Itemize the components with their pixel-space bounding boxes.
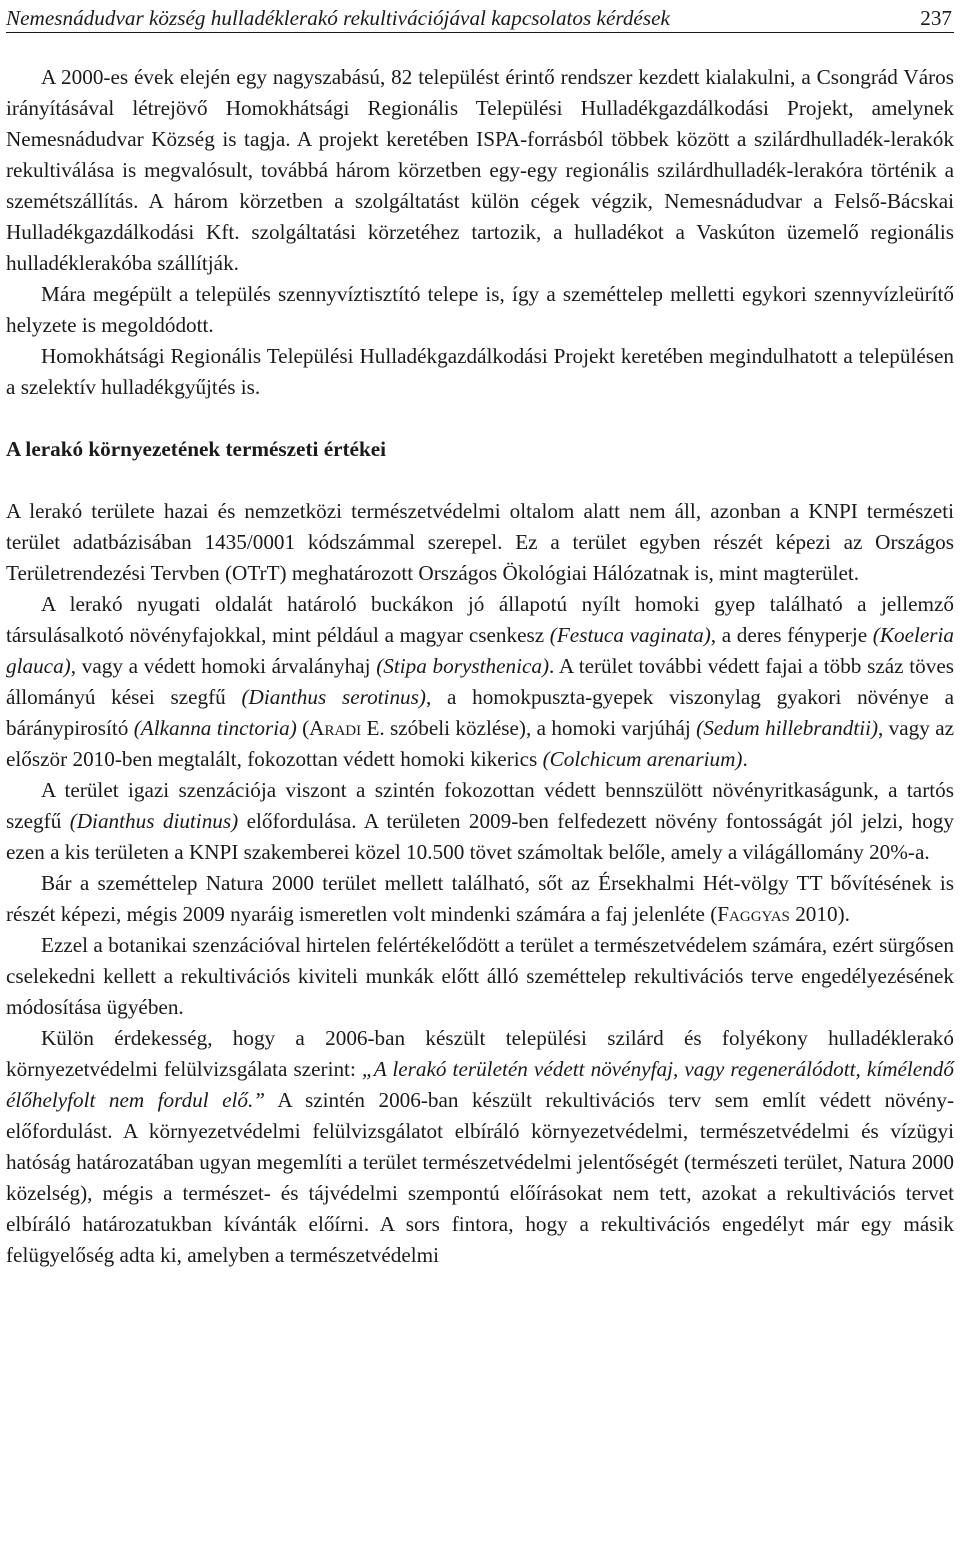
- paragraph: Homokhátsági Regionális Települési Hulladékgazdálkodási Projekt keretében megindulhatott a településen a szelektív hulladékgyűjtés is.: [6, 344, 954, 399]
- text-run: Külön érdekesség, hogy a 2006-ban készült települési szilárd és folyékony hulladéklerakó környezetvédelmi felülvizsgálata szerint:: [6, 1026, 954, 1081]
- paragraph: A lerakó területe hazai és nemzetközi természetvédelmi oltalom alatt nem áll, azonban a KNPI természeti terület adatbázisában 1435/0001 kódszámmal szerepel. Ez a terület egyben részét képezi az Országos Területrendezési Tervben (OTrT) meghatározott Országos Ökológiai Hálózatnak is, mint magterület.: [6, 499, 954, 585]
- text-run: (: [296, 716, 310, 740]
- species-name: (Dianthus diutinus): [69, 809, 239, 833]
- species-name: (Colchicum arenarium): [542, 747, 743, 771]
- paragraph: A 2000-es évek elején egy nagyszabású, 82 települést érintő rendszer kezdett kialakulni, a Csongrád Város irányításával létrejövő Homokhátsági Regionális Települési Hulladékgazdálkodási Projekt, amelynek Nemesnádudvar Község is tagja. A projekt keretében ISPA-forrásból többek között a szilárdhulladék-lerakók rekultiválása is megvalósult, továbbá három körzetben egy-egy regionális szilárdhulladék-lerakóra történik a szemétszállítás. A három körzetben a szolgáltatást külön cégek végzik, Nemesnádudvar a Felső-Bácskai Hulladékgazdálkodási Kft. szolgáltatási körzetéhez tartozik, a hulladékot a Vaskúton üzemelő regionális hulladéklerakóba szállítják.: [6, 65, 954, 275]
- paragraph: Mára megépült a település szennyvíztisztító telepe is, így a szeméttelep melletti egykori szennyvízleürítő helyzete is megoldódott.: [6, 282, 954, 337]
- section-heading: A lerakó környezetének természeti értékei: [6, 437, 387, 461]
- text-run: E. szóbeli közlése), a homoki varjúháj: [361, 716, 697, 740]
- text-run: , vagy az először 2010-ben megtalált, fokozottan védett homoki kikerics: [6, 716, 955, 771]
- paragraph: [6, 775, 954, 868]
- paragraph: Ezzel a botanikai szenzációval hirtelen felértékelődött a terület a természetvédelem számára, ezért sürgősen cselekedni kellett a rekultivációs kiviteli munkák előtt álló szeméttelep rekultivációs terve engedélyezésének módosítása ügyében.: [6, 933, 954, 1019]
- quotation: „A lerakó területén védett növényfaj, vagy regenerálódott, kímélendő élőhelyfolt nem fordul elő.”: [6, 1057, 954, 1112]
- species-name: (Stipa borysthenica): [376, 654, 550, 678]
- text-run: , a deres fényperje: [710, 623, 873, 647]
- paragraph: [6, 589, 954, 775]
- text-run: A lerakó nyugati oldalát határoló buckákon jó állapotú nyílt homoki gyep található a jellemző társulásalkotó növényfajokkal, mint például a magyar csenkesz: [6, 592, 954, 647]
- author-name: Aradi: [309, 716, 362, 740]
- text-run: előfordulása. A területen 2009-ben felfedezett növény fontosságát jól jelzi, hogy ezen a kis területen a KNPI szakemberei közel 10.500 tövet számoltak belőle, amely a világállomány 20%-a.: [6, 809, 954, 864]
- text-run: . A terület további védett fajai a több száz töves állományú kései szegfű: [6, 654, 954, 709]
- text-run: Bár a szeméttelep Natura 2000 terület mellett található, sőt az Érsekhalmi Hét-völgy TT bővítésének is részét képezi, mégis 2009 nyaráig ismeretlen volt mindenki számára a faj jelenléte (: [6, 871, 954, 926]
- author-name: Faggyas: [717, 902, 790, 926]
- paragraph: [6, 1023, 954, 1271]
- page-number: 237: [920, 6, 952, 30]
- species-name: (Festuca vaginata): [549, 623, 711, 647]
- paragraph: [6, 868, 954, 930]
- species-name: (Koeleria glauca): [6, 623, 954, 678]
- running-title: Nemesnádudvar község hulladéklerakó rekultivációjával kapcsolatos kérdések: [6, 6, 670, 30]
- species-name: (Alkanna tinctoria): [133, 716, 297, 740]
- text-run: , a homokpuszta-gyepek viszonylag gyakori növénye a báránypirosító: [6, 685, 954, 740]
- text-run: .: [742, 747, 748, 771]
- species-name: (Sedum hillebrandtii): [696, 716, 879, 740]
- text-run: A szintén 2006-ban készült rekultivációs terv sem említ védett növény-előfordulást. A környezetvédelmi felülvizsgálatot elbíráló környezetvédelmi, természetvédelmi és vízügyi hatóság határozatában ugyan megemlíti a terület természetvédelmi jelentőségét (természeti terület, Natura 2000 közelség), mégis a természet- és tájvédelmi szempontú előírásokat nem tett, azokat a rekultivációs tervet elbíráló határozatukban kívánták előírni. A sors fintora, hogy a rekultivációs engedélyt már egy másik felügyelőség adta ki, amelyben a természetvédelmi: [6, 1088, 955, 1267]
- species-name: (Dianthus serotinus): [241, 685, 426, 709]
- running-header: [6, 0, 954, 33]
- text-run: 2010).: [789, 902, 850, 926]
- text-run: , vagy a védett homoki árvalányhaj: [70, 654, 377, 678]
- document-body: [6, 62, 954, 1271]
- text-run: A terület igazi szenzációja viszont a szintén fokozottan védett bennszülött növényritkaságunk, a tartós szegfű: [6, 778, 954, 833]
